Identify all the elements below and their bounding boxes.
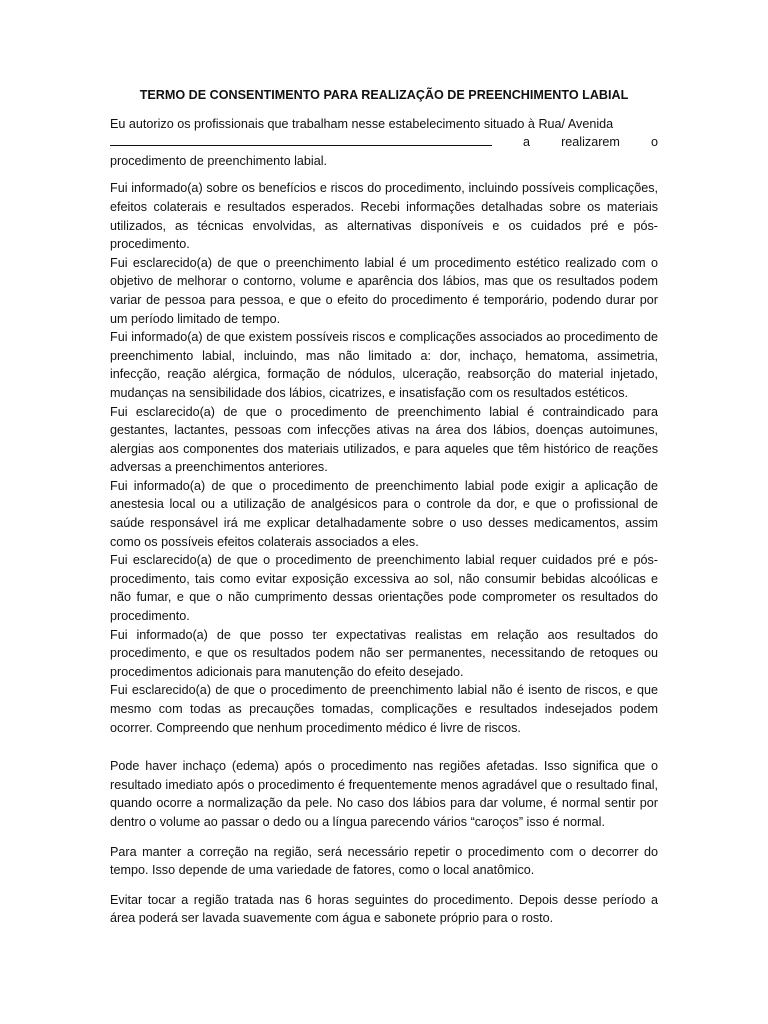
paragraph-expectations: Fui informado(a) de que posso ter expectativas realistas em relação aos resultados do procedimento, e que os resultados podem não ser permanentes, necessitando de retoques ou procedimentos adicionais para manutenção do efeito desejado. xyxy=(110,627,658,679)
address-row xyxy=(110,133,658,152)
consent-document xyxy=(110,86,658,928)
paragraph-risks: Fui informado(a) de que existem possíveis riscos e complicações associados ao procedimento de preenchimento labial, incluindo, mas não limitado a: dor, inchaço, hematoma, assimetria, infecção, reação alérgica, formação de nódulos, ulceração, reabsorção do material injetado, mudanças na sensibilidade dos lábios, cicatrizes, e insatisfação com os resultados estéticos. xyxy=(110,330,658,400)
address-blank-line xyxy=(110,133,492,146)
intro-word-o: o xyxy=(650,135,658,150)
paragraph-benefits: Fui informado(a) sobre os benefícios e riscos do procedimento, incluindo possíveis complicações, efeitos colaterais e resultados esperados. Recebi informações detalhadas sobre os materiais utilizados, as técnicas envolvidas, as alternativas disponíveis e os cuidados pré e pós-procedimento. xyxy=(110,181,658,252)
document-title: TERMO DE CONSENTIMENTO PARA REALIZAÇÃO DE PREENCHIMENTO LABIAL xyxy=(139,88,629,102)
intro-word-a: a xyxy=(523,135,531,150)
paragraph-contraindications: Fui esclarecido(a) de que o procedimento de preenchimento labial é contraindicado para gestantes, lactantes, pessoas com infecções ativas na área dos lábios, doenças autoimunes, alergias aos componentes dos materiais utilizados, e para aqueles que têm histórico de reações adversas a preenchimentos anteriores. xyxy=(110,404,658,475)
paragraph-purpose: Fui esclarecido(a) de que o preenchimento labial é um procedimento estético realizado com o objetivo de melhorar o contorno, volume e aparência dos lábios, mas que os resultados podem variar de pessoa para pessoa, e que o efeito do procedimento é temporário, podendo durar por um período limitado de tempo. xyxy=(110,255,658,326)
paragraph-maintenance: Para manter a correção na região, será necessário repetir o procedimento com o decorrer do tempo. Isso depende de uma variedade de fatores, como o local anatômico. xyxy=(110,844,658,878)
intro-word-realizarem: realizarem xyxy=(561,135,620,150)
paragraph-anesthesia: Fui informado(a) de que o procedimento de preenchimento labial pode exigir a aplicação de anestesia local ou a utilização de analgésicos para o controle da dor, e que o profissional de saúde responsável irá me explicar detalhadamente sobre o uso desses medicamentos, assim como os possíveis efeitos colaterais associados a eles. xyxy=(110,478,658,549)
paragraph-aftercare: Evitar tocar a região tratada nas 6 horas seguintes do procedimento. Depois desse período a área poderá ser lavada suavemente com água e sabonete próprio para o rosto. xyxy=(110,892,658,926)
paragraph-edema: Pode haver inchaço (edema) após o procedimento nas regiões afetadas. Isso significa que o resultado imediato após o procedimento é frequentemente menos agradável que o resultado final, quando ocorre a normalização da pele. No caso dos lábios para dar volume, é normal sentir por dentro o volume ao passar o dedo ou a língua parecendo vários “caroços” isso é normal. xyxy=(110,759,658,829)
intro-line-1: Eu autorizo os profissionais que trabalham nesse estabelecimento situado à Rua/ Avenida xyxy=(110,116,614,131)
intro-line-3: procedimento de preenchimento labial. xyxy=(110,153,328,168)
paragraph-care: Fui esclarecido(a) de que o procedimento de preenchimento labial requer cuidados pré e pós-procedimento, tais como evitar exposição excessiva ao sol, não consumir bebidas alcoólicas e não fumar, e que o não cumprimento dessas orientações pode comprometer os resultados do procedimento. xyxy=(110,553,658,624)
paragraph-no-risk-free: Fui esclarecido(a) de que o procedimento de preenchimento labial não é isento de riscos, e que mesmo com todas as precauções tomadas, complicações e resultados indesejados podem ocorrer. Compreendo que nenhum procedimento médico é livre de riscos. xyxy=(110,683,658,735)
